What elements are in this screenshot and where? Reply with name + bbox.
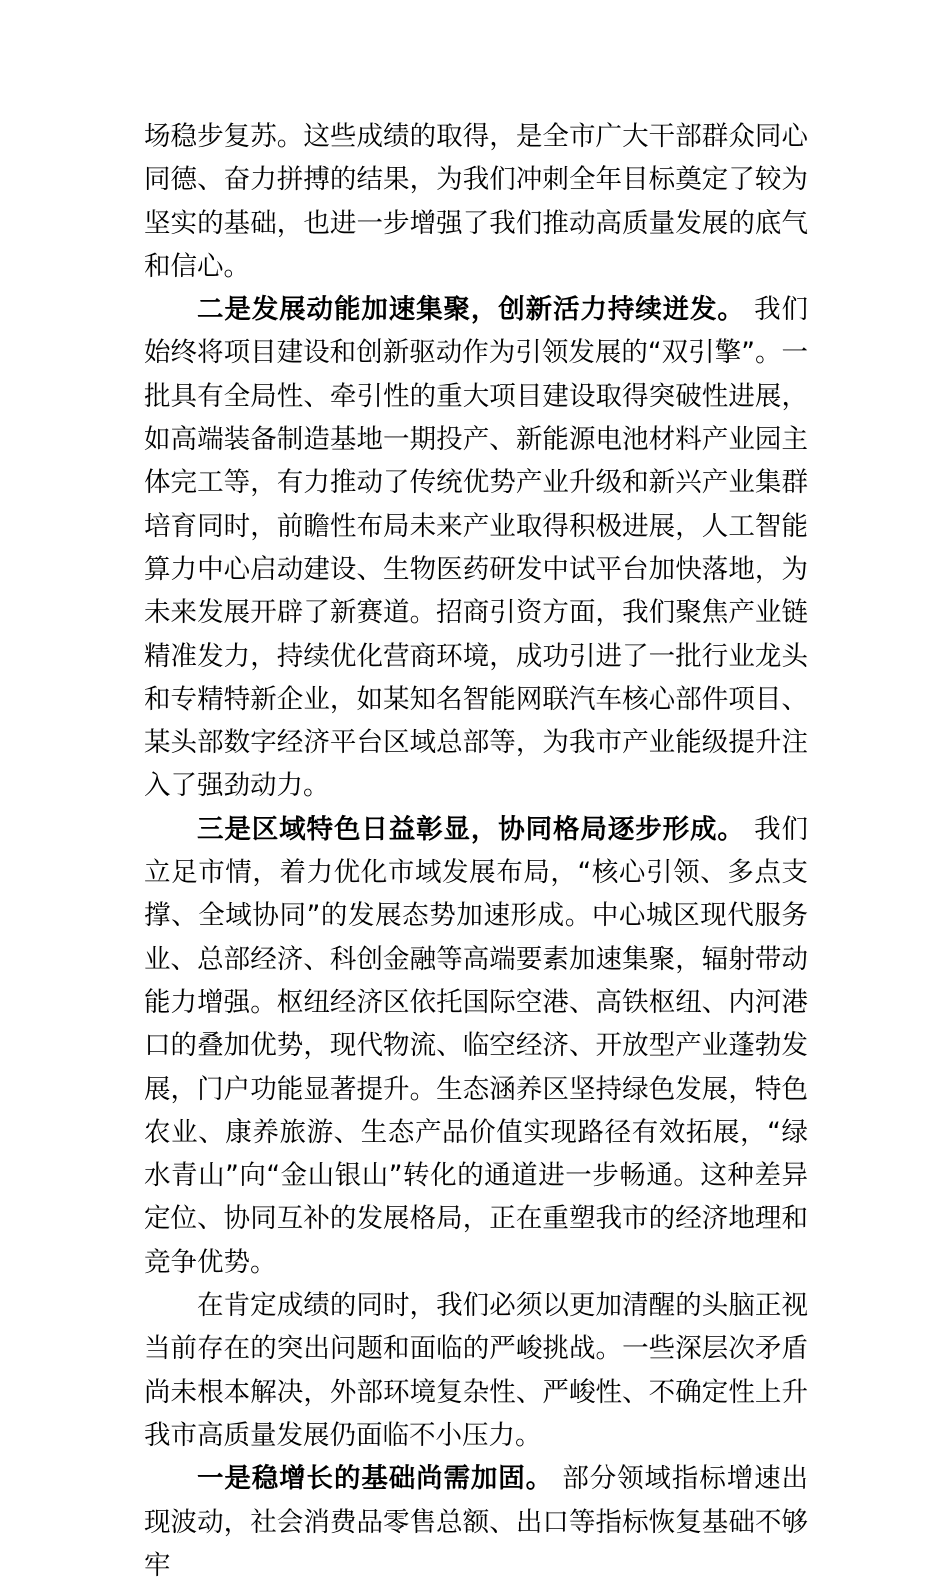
paragraph-text: 场稳步复苏。这些成绩的取得，是全市广大干部群众同心同德、奋力拼搏的结果，为我们冲刺全年目标奠定了较为坚实的基础，也进一步增强了我们推动高质量发展的底气和信心。 [144,121,808,282]
paragraph-continuation [144,115,808,288]
paragraph-stable-growth [144,1457,808,1587]
paragraph-heading: 二是发展动能加速集聚，创新活力持续迸发。 [197,294,745,326]
paragraph-text: 在肯定成绩的同时，我们必须以更加清醒的头脑正视当前存在的突出问题和面临的严峻挑战。一些深层次矛盾尚未根本解决，外部环境复杂性、严峻性、不确定性上升我市高质量发展仍面临不小压力。 [144,1290,808,1451]
document-body [144,115,808,1587]
paragraph-challenges [144,1284,808,1457]
paragraph-heading: 三是区域特色日益彰显，协同格局逐步形成。 [197,813,745,845]
paragraph-text: 我们立足市情，着力优化市域发展布局，“核心引领、多点支撑、全域协同”的发展态势加速形成。中心城区现代服务业、总部经济、科创金融等高端要素加速集聚，辐射带动能力增强。枢纽经济区依托国际空港、高铁枢纽、内河港口的叠加优势，现代物流、临空经济、开放型产业蓬勃发展，门户功能显著提升。生态涵养区坚持绿色发展，特色农业、康养旅游、生态产品价值实现路径有效拓展，“绿水青山”向“金山银山”转化的通道进一步畅通。这种差异定位、协同互补的发展格局，正在重塑我市的经济地理和竞争优势。 [144,813,808,1278]
paragraph-heading: 一是稳增长的基础尚需加固。 [197,1463,554,1495]
paragraph-text: 部分领域指标增速出现波动，社会消费品零售总额、出口等指标恢复基础不够牢 [144,1463,808,1581]
paragraph-regional [144,808,808,1284]
paragraph-text: 我们始终将项目建设和创新驱动作为引领发展的“双引擎”。一批具有全局性、牵引性的重大项目建设取得突破性进展，如高端装备制造基地一期投产、新能源电池材料产业园主体完工等，有力推动了传统优势产业升级和新兴产业集群培育同时，前瞻性布局未来产业取得积极进展，人工智能算力中心启动建设、生物医药研发中试平台加快落地，为未来发展开辟了新赛道。招商引资方面，我们聚焦产业链精准发力，持续优化营商环境，成功引进了一批行业龙头和专精特新企业，如某知名智能网联汽车核心部件项目、某头部数字经济平台区域总部等，为我市产业能级提升注入了强劲动力。 [144,294,808,802]
paragraph-innovation [144,288,808,808]
